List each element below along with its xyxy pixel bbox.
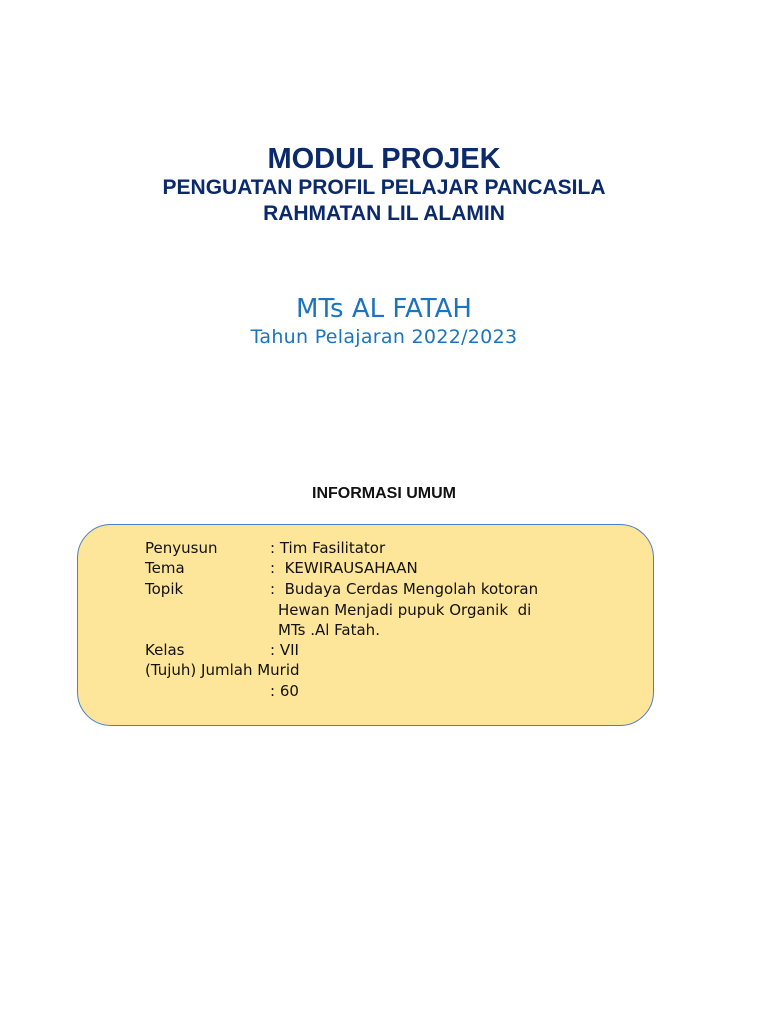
kelas-value: : VII xyxy=(270,641,299,659)
info-heading: INFORMASI UMUM xyxy=(312,485,456,502)
topik-value-line-2: Hewan Menjadi pupuk Organik di xyxy=(278,601,532,619)
school-name: MTs AL FATAH xyxy=(296,294,472,324)
module-title: MODUL PROJEK xyxy=(267,143,501,175)
jumlah-murid-label: (Tujuh) Jumlah Murid xyxy=(145,661,300,679)
tema-value: : KEWIRAUSAHAAN xyxy=(270,559,418,577)
academic-year: Tahun Pelajaran 2022/2023 xyxy=(250,326,518,348)
module-subtitle-line-2: RAHMATAN LIL ALAMIN xyxy=(263,202,505,225)
kelas-label: Kelas xyxy=(145,641,185,659)
topik-label: Topik xyxy=(145,580,184,598)
module-subtitle-line-1: PENGUATAN PROFIL PELAJAR PANCASILA xyxy=(162,176,606,199)
penyusun-label: Penyusun xyxy=(145,539,218,557)
general-info-box xyxy=(77,524,654,726)
jumlah-murid-value: : 60 xyxy=(270,682,299,700)
penyusun-value: : Tim Fasilitator xyxy=(270,539,386,557)
topik-value-line-1: : Budaya Cerdas Mengolah kotoran xyxy=(270,580,539,598)
topik-value-line-3: MTs .Al Fatah. xyxy=(278,621,380,639)
tema-label: Tema xyxy=(145,559,185,577)
